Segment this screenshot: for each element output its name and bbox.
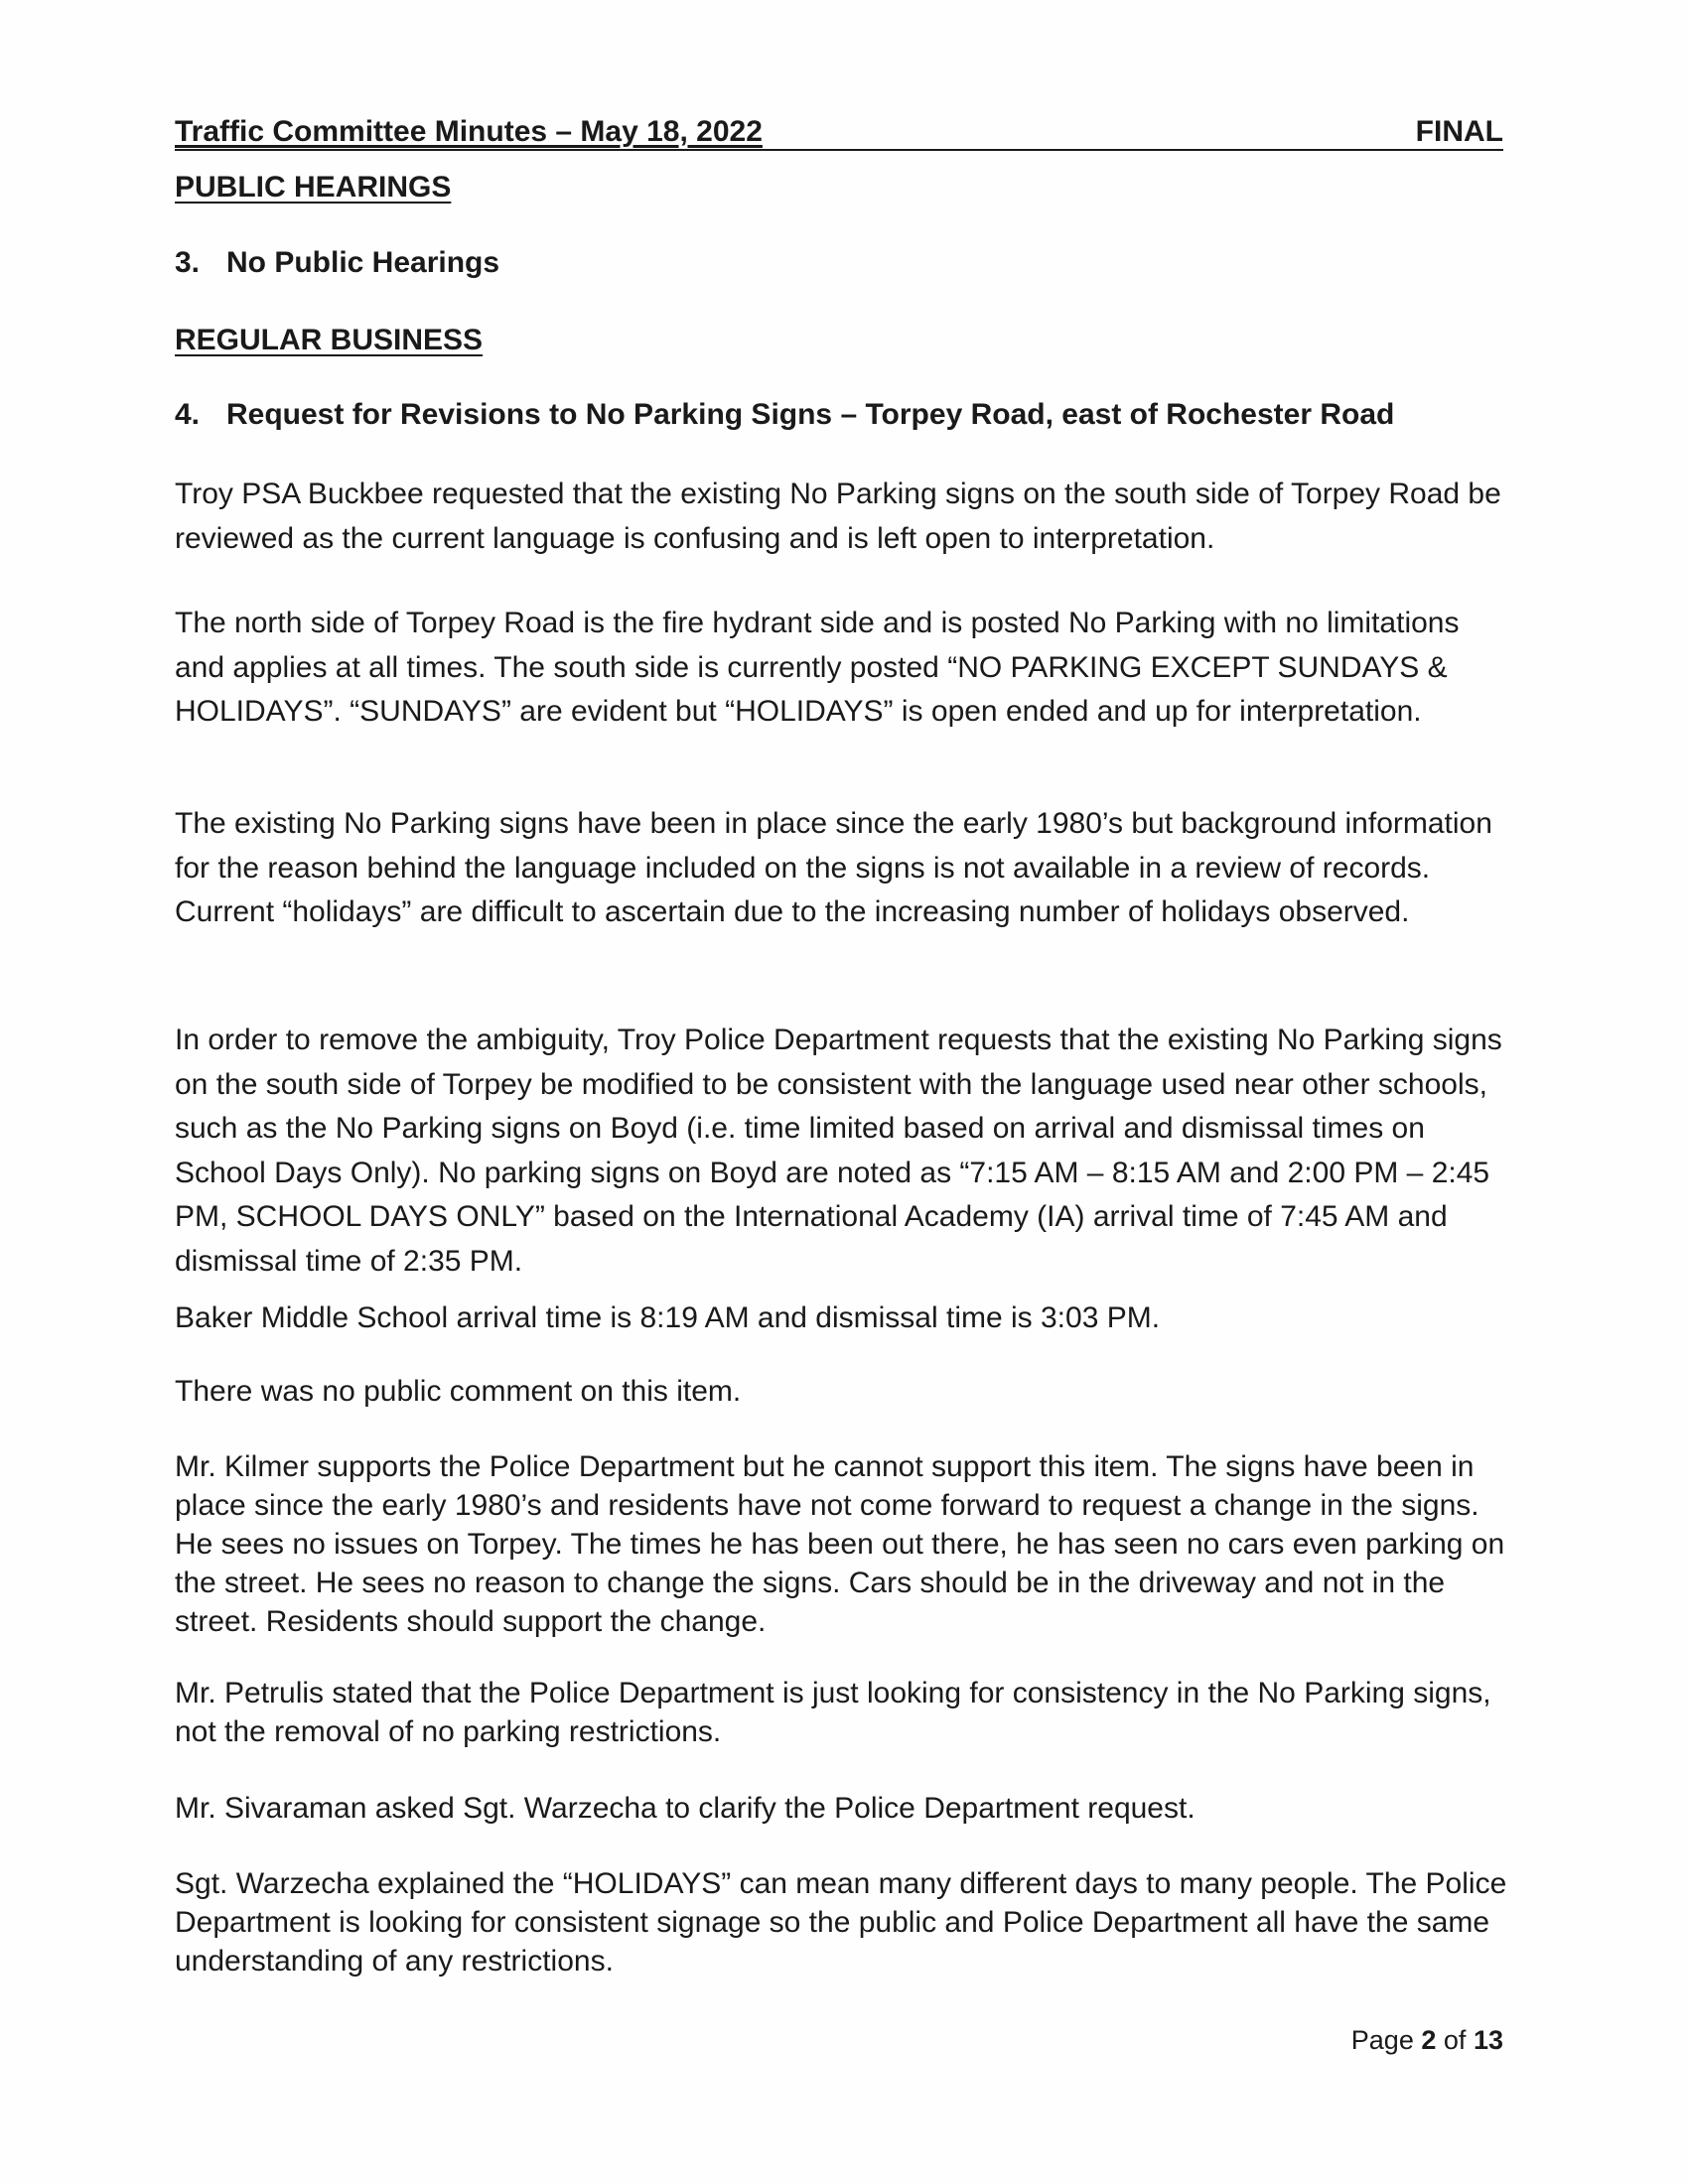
section-heading-regular-business: REGULAR BUSINESS bbox=[175, 324, 484, 356]
paragraph: Sgt. Warzecha explained the “HOLIDAYS” can mean many different days to many people. The Police Department is looking for consistent signage so the public and Police Department all have the same understanding of any restrictions. bbox=[175, 1867, 1507, 1978]
page-number bbox=[1351, 2025, 1503, 2056]
document-title: Traffic Committee Minutes – May 18, 2022 bbox=[175, 115, 763, 148]
current-page: 2 bbox=[1421, 2025, 1437, 2055]
paragraph: Troy PSA Buckbee requested that the existing No Parking signs on the south side of Torpey Road be reviewed as the current language is confusing and is left open to interpretation. bbox=[175, 478, 1501, 555]
section-heading-public-hearings: PUBLIC HEARINGS bbox=[175, 171, 452, 204]
paragraph: Baker Middle School arrival time is 8:19 AM and dismissal time is 3:03 PM. bbox=[175, 1301, 1161, 1334]
page-label: Page bbox=[1350, 2025, 1414, 2055]
agenda-item-number: 3. bbox=[175, 246, 201, 279]
total-pages: 13 bbox=[1473, 2025, 1503, 2055]
paragraph: The existing No Parking signs have been in place since the early 1980’s but background information for the reason behind the language included on the signs is not available in a review of records. Current “holidays” are difficult to ascertain due to the increasing number of holidays observed. bbox=[175, 807, 1492, 928]
agenda-item-title: Request for Revisions to No Parking Signs – Torpey Road, east of Rochester Road bbox=[226, 398, 1395, 431]
paragraph: The north side of Torpey Road is the fire hydrant side and is posted No Parking with no limitations and applies at all times. The south side is currently posted “NO PARKING EXCEPT SUNDAYS & HOLIDAYS”. “SUNDAYS” are evident but “HOLIDAYS” is open ended and up for interpretation. bbox=[175, 607, 1460, 728]
agenda-item-4 bbox=[175, 398, 1394, 432]
agenda-item-3 bbox=[175, 246, 499, 280]
agenda-item-title: No Public Hearings bbox=[226, 246, 500, 279]
status-label: FINAL bbox=[1415, 115, 1503, 148]
page-header bbox=[175, 107, 1503, 151]
of-label: of bbox=[1443, 2025, 1467, 2055]
paragraph: There was no public comment on this item. bbox=[175, 1375, 742, 1408]
paragraph: Mr. Petrulis stated that the Police Department is just looking for consistency in the No Parking signs, not the removal of no parking restrictions. bbox=[175, 1677, 1491, 1748]
paragraph: Mr. Sivaraman asked Sgt. Warzecha to clarify the Police Department request. bbox=[175, 1792, 1196, 1825]
paragraph: In order to remove the ambiguity, Troy Police Department requests that the existing No Parking signs on the south side of Torpey be modified to be consistent with the language used near other schools, such as the No Parking signs on Boyd (i.e. time limited based on arrival and dismissal times on School Days Only). No parking signs on Boyd are noted as “7:15 AM – 8:15 AM and 2:00 PM – 2:45 PM, SCHOOL DAYS ONLY” based on the International Academy (IA) arrival time of 7:45 AM and dismissal time of 2:35 PM. bbox=[175, 1024, 1502, 1278]
agenda-item-number: 4. bbox=[175, 398, 201, 431]
paragraph: Mr. Kilmer supports the Police Department but he cannot support this item. The signs have been in place since the early 1980’s and residents have not come forward to request a change in the signs. He sees no issues on Torpey. The times he has been out there, he has seen no cars even parking on the street. He sees no reason to change the signs. Cars should be in the driveway and not in the street. Residents should support the change. bbox=[175, 1450, 1505, 1638]
